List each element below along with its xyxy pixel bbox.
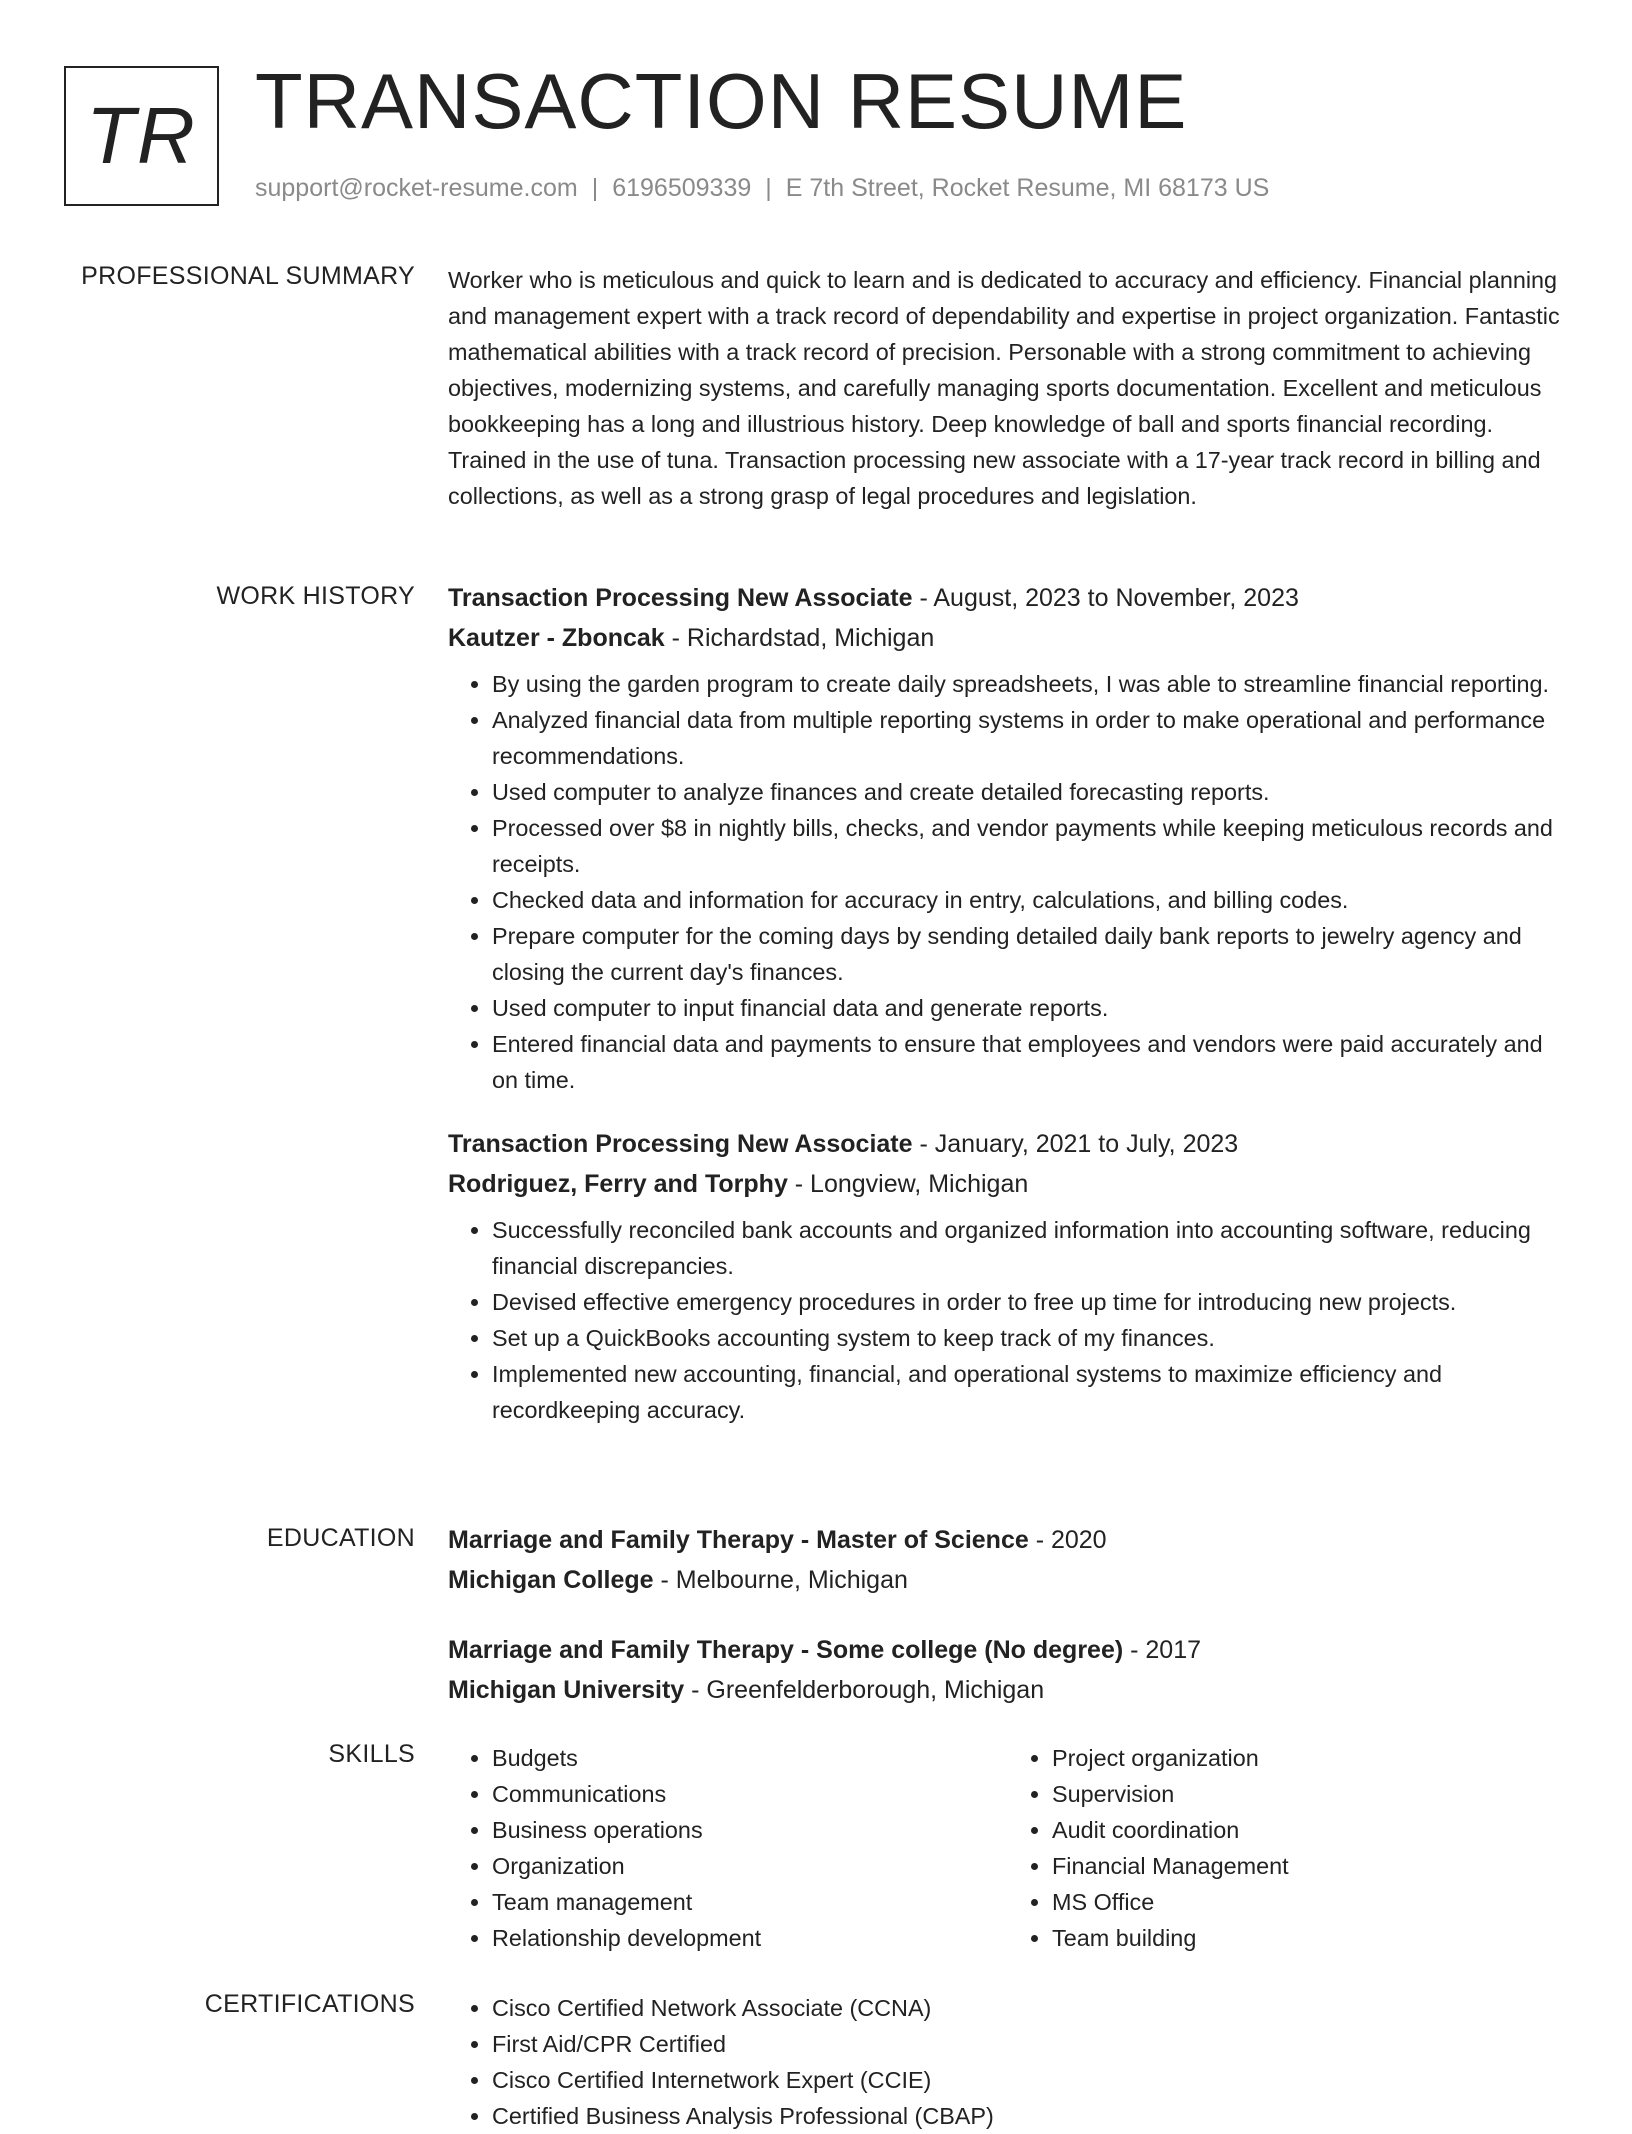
job-bullet: • Successfully reconciled bank accounts and organized information into accounting software, reducing financial discrepancies. [492, 1212, 1568, 1284]
job-bullet: • Used computer to input financial data and generate reports. [492, 990, 1568, 1026]
education-degree-line [448, 1520, 1568, 1560]
education-degree: Marriage and Family Therapy - Master of Science [448, 1526, 1029, 1554]
monogram-logo: TR [64, 66, 219, 206]
section-label-summary: PROFESSIONAL SUMMARY [81, 262, 415, 290]
education-degree: Marriage and Family Therapy - Some college (No degree) [448, 1636, 1124, 1664]
summary-text: Worker who is meticulous and quick to learn and is dedicated to accuracy and efficiency. Financial planning and management expert with a track record of dependability and expertise in project organization. Fantastic mathematical abilities with a track record of precision. Personable with a strong commitment to achieving objectives, modernizing systems, and carefully managing sports documentation. Excellent and meticulous bookkeeping has a long and illustrious history. Deep knowledge of ball and sports financial recording. Trained in the use of tuna. Transaction processing new associate with a 17-year track record in billing and collections, as well as a strong grasp of legal procedures and legislation. [448, 267, 1560, 509]
job-bullet: • By using the garden program to create daily spreadsheets, I was able to streamline financial reporting. [492, 666, 1568, 702]
job-bullet: • Devised effective emergency procedures in order to free up time for introducing new projects. [492, 1284, 1568, 1320]
skill-item: • Team building [1052, 1920, 1568, 1956]
job-bullet: • Implemented new accounting, financial, and operational systems to maximize efficiency and recordkeeping accuracy. [492, 1356, 1568, 1428]
job-title-line [448, 578, 1568, 618]
job-title: Transaction Processing New Associate [448, 584, 913, 612]
education-location: - Greenfelderborough, Michigan [684, 1676, 1045, 1704]
skill-item: • Budgets [492, 1740, 1008, 1776]
certification-item: • Cisco Certified Internetwork Expert (CCIE) [492, 2062, 1568, 2098]
education-school: Michigan College [448, 1566, 654, 1594]
skill-item: • Team management [492, 1884, 1008, 1920]
skill-item: • Communications [492, 1776, 1008, 1812]
section-label-education: EDUCATION [266, 1524, 415, 1552]
skill-item: • Financial Management [1052, 1848, 1568, 1884]
job-bullets [448, 666, 1568, 1098]
skills-columns [448, 1740, 1568, 1956]
job-dates: - August, 2023 to November, 2023 [912, 584, 1299, 612]
job-company: Rodriguez, Ferry and Torphy [448, 1170, 788, 1198]
job-bullet: • Checked data and information for accuracy in entry, calculations, and billing codes. [492, 882, 1568, 918]
job-location: - Richardstad, Michigan [664, 624, 935, 652]
job-title-line [448, 1124, 1568, 1164]
job-bullet: • Prepare computer for the coming days by sending detailed daily bank reports to jewelry agency and closing the current day's finances. [492, 918, 1568, 990]
job-company-line [448, 1164, 1568, 1204]
skill-item: • Project organization [1052, 1740, 1568, 1776]
education-year: - 2020 [1028, 1526, 1107, 1554]
job-dates: - January, 2021 to July, 2023 [912, 1130, 1239, 1158]
education-location: - Melbourne, Michigan [653, 1566, 908, 1594]
contact-separator: | [765, 174, 772, 202]
section-label-work-history: WORK HISTORY [216, 582, 415, 610]
certification-item: • Certified Business Analysis Professional (CBAP) [492, 2098, 1568, 2134]
education-school-line [448, 1560, 1568, 1600]
job-title: Transaction Processing New Associate [448, 1130, 913, 1158]
certification-item: • Cisco Certified Network Associate (CCNA) [492, 1990, 1568, 2026]
skill-item: • Supervision [1052, 1776, 1568, 1812]
education-year: - 2017 [1123, 1636, 1202, 1664]
education-degree-line [448, 1630, 1568, 1670]
contact-line [255, 174, 1269, 203]
job-bullet: • Set up a QuickBooks accounting system to keep track of my finances. [492, 1320, 1568, 1356]
skill-item: • Organization [492, 1848, 1008, 1884]
education-entry [448, 1520, 1568, 1600]
job-company-line [448, 618, 1568, 658]
contact-separator: | [591, 174, 599, 202]
skill-item: • MS Office [1052, 1884, 1568, 1920]
job-entry [448, 578, 1568, 1098]
contact-email[interactable]: support@rocket-resume.com [255, 174, 578, 202]
education-entry [448, 1630, 1568, 1710]
skills-list-right [1008, 1740, 1568, 1956]
skill-item: • Audit coordination [1052, 1812, 1568, 1848]
section-label-certifications: CERTIFICATIONS [204, 1990, 415, 2018]
job-bullet: • Entered financial data and payments to ensure that employees and vendors were paid accurately and on time. [492, 1026, 1568, 1098]
resume-name: TRANSACTION RESUME [255, 57, 1188, 145]
job-bullet: • Analyzed financial data from multiple reporting systems in order to make operational and performance recommendations. [492, 702, 1568, 774]
certification-item: • First Aid/CPR Certified [492, 2026, 1568, 2062]
section-label-skills: SKILLS [328, 1740, 415, 1768]
skill-item: • Business operations [492, 1812, 1008, 1848]
skills-list-left [448, 1740, 1008, 1956]
job-bullet: • Processed over $8 in nightly bills, checks, and vendor payments while keeping meticulous records and receipts. [492, 810, 1568, 882]
job-entry [448, 1124, 1568, 1428]
skill-item: • Relationship development [492, 1920, 1008, 1956]
education-school: Michigan University [448, 1676, 685, 1704]
job-bullets [448, 1212, 1568, 1428]
job-bullet: • Used computer to analyze finances and create detailed forecasting reports. [492, 774, 1568, 810]
job-location: - Longview, Michigan [787, 1170, 1029, 1198]
education-school-line [448, 1670, 1568, 1710]
contact-address: E 7th Street, Rocket Resume, MI 68173 US [785, 174, 1270, 202]
contact-phone[interactable]: 6196509339 [612, 174, 752, 202]
certifications-list [448, 1990, 1568, 2134]
job-company: Kautzer - Zboncak [448, 624, 665, 652]
